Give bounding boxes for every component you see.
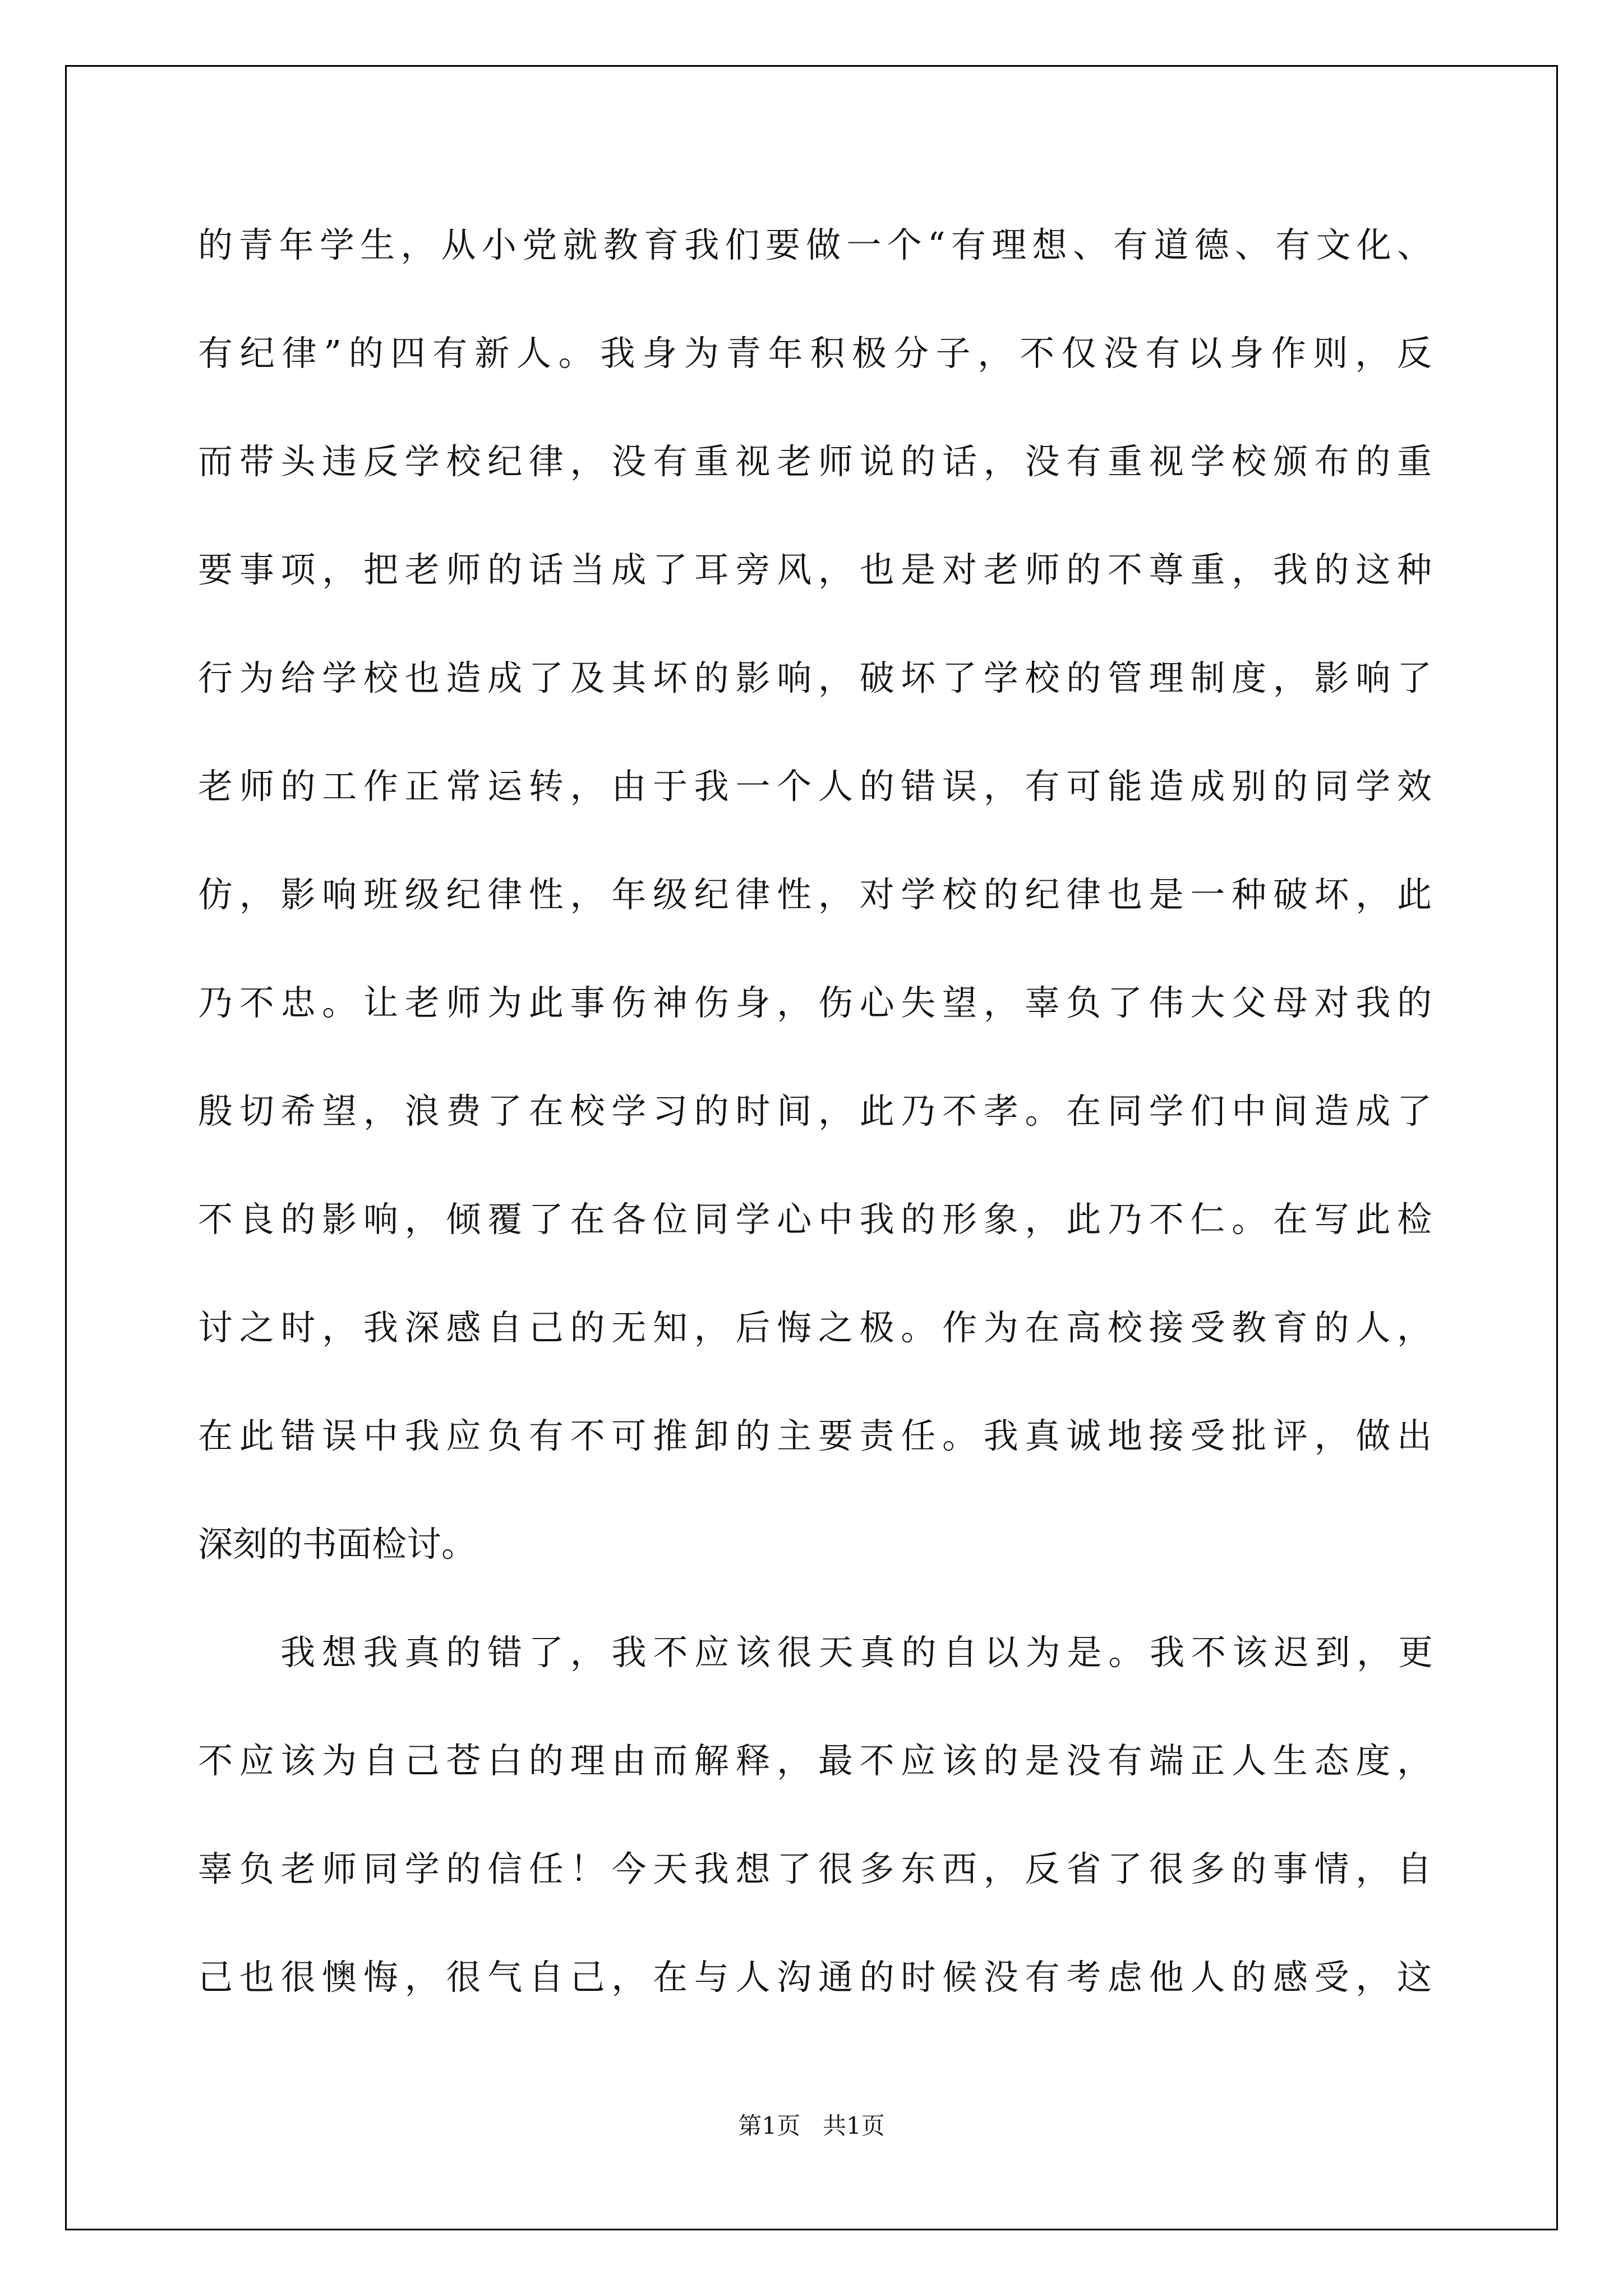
text-line-14: 我想我真的错了，我不应该很天真的自以为是。我不该迟到，更 xyxy=(280,1632,1433,1673)
text-line-2: 有纪律”的四有新人。我身为青年积极分子，不仅没有以身作则，反 xyxy=(198,333,1432,374)
text-line-10: 不良的影响，倾覆了在各位同学心中我的形象，此乃不仁。在写此检 xyxy=(198,1199,1432,1240)
text-line-12: 在此错误中我应负有不可推卸的主要责任。我真诚地接受批评，做出 xyxy=(198,1415,1432,1456)
page-border xyxy=(65,65,1558,2230)
text-line-1: 的青年学生，从小党就教育我们要做一个“有理想、有道德、有文化、 xyxy=(198,224,1432,265)
text-line-11: 讨之时，我深感自己的无知，后悔之极。作为在高校接受教育的人， xyxy=(198,1307,1432,1348)
page-footer: 第1页 共1页 xyxy=(738,2112,885,2139)
text-line-4: 要事项，把老师的话当成了耳旁风，也是对老师的不尊重，我的这种 xyxy=(198,549,1432,590)
text-line-9: 殷切希望，浪费了在校学习的时间，此乃不孝。在同学们中间造成了 xyxy=(198,1091,1432,1131)
text-line-7: 仿，影响班级纪律性，年级纪律性，对学校的纪律也是一种破坏，此 xyxy=(198,874,1432,915)
text-line-16: 辜负老师同学的信任！今天我想了很多东西，反省了很多的事情，自 xyxy=(198,1848,1432,1889)
text-line-8: 乃不忠。让老师为此事伤神伤身，伤心失望，辜负了伟大父母对我的 xyxy=(198,982,1432,1023)
text-line-17: 己也很懊悔，很气自己，在与人沟通的时候没有考虑他人的感受，这 xyxy=(198,1957,1432,1998)
text-line-6: 老师的工作正常运转，由于我一个人的错误，有可能造成别的同学效 xyxy=(198,766,1432,807)
text-line-5: 行为给学校也造成了及其坏的影响，破坏了学校的管理制度，影响了 xyxy=(198,657,1432,698)
text-line-13: 深刻的书面检讨。 xyxy=(198,1524,477,1565)
text-line-15: 不应该为自己苍白的理由而解释，最不应该的是没有端正人生态度， xyxy=(198,1740,1432,1781)
text-line-3: 而带头违反学校纪律，没有重视老师说的话，没有重视学校颁布的重 xyxy=(198,441,1432,482)
